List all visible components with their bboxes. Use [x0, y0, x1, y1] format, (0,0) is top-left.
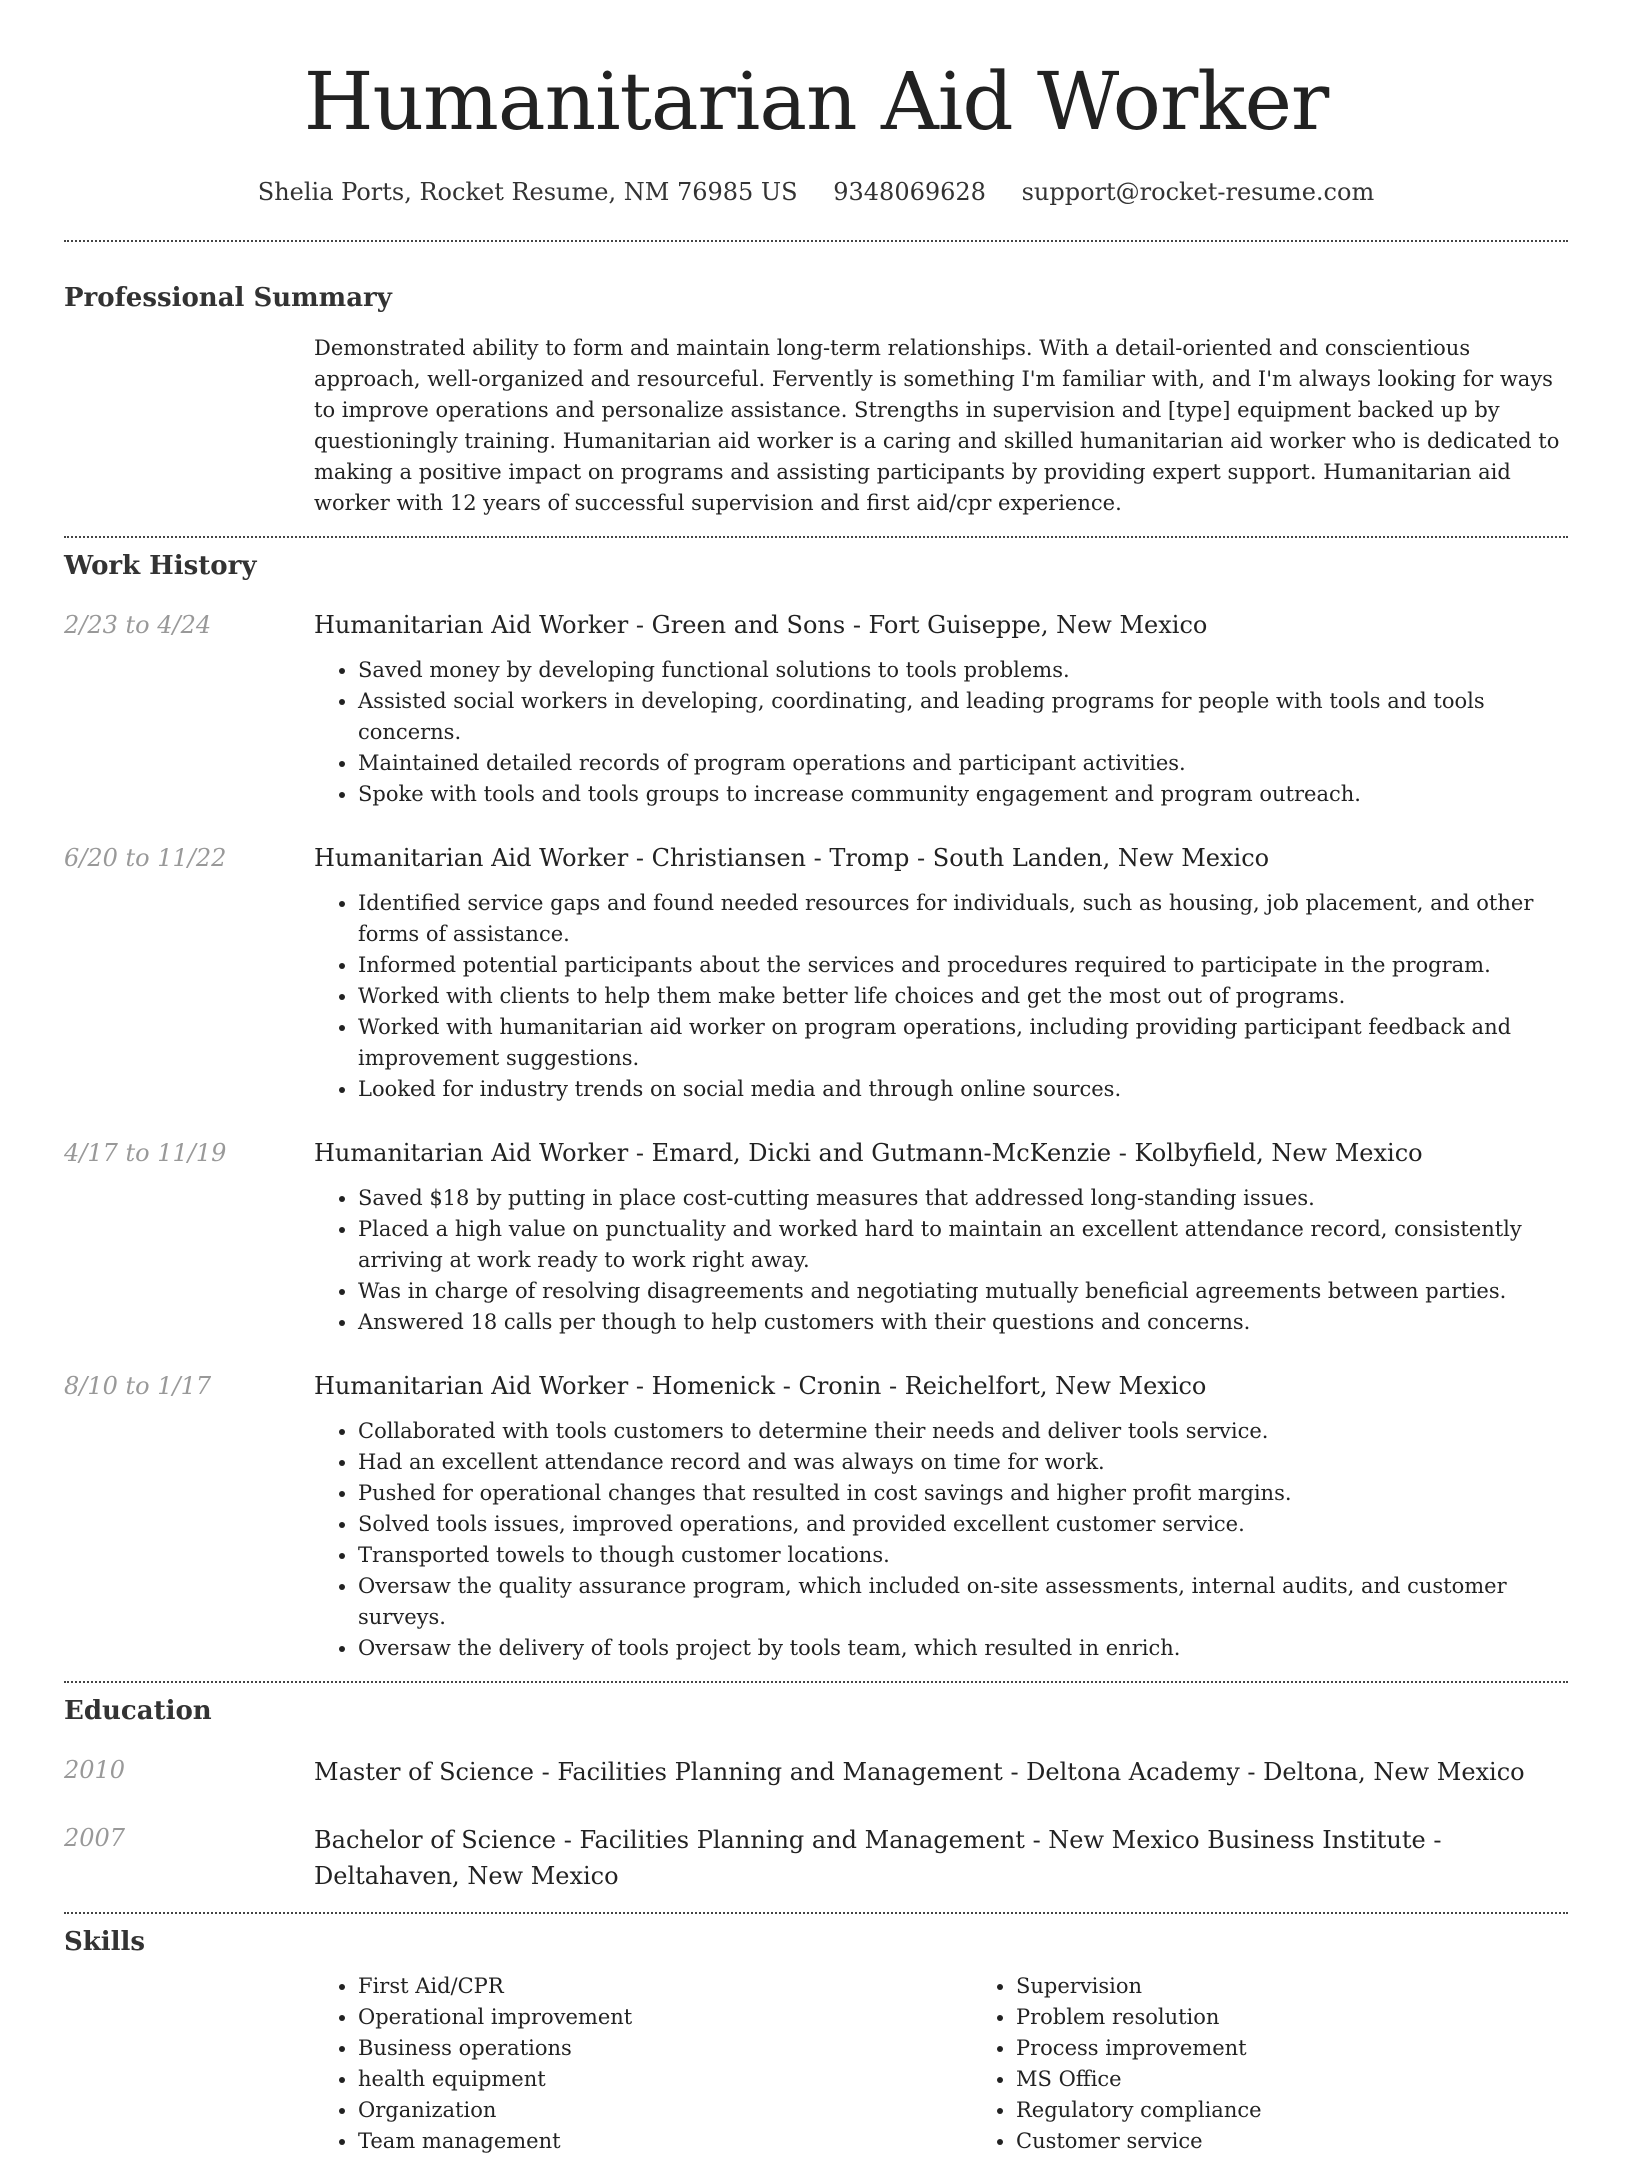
skill-item: • First Aid/CPR [358, 1971, 972, 2002]
list-item: • Maintained detailed records of program operations and participant activities. [358, 748, 1568, 779]
education-year: 2007 [64, 1824, 126, 1852]
skills-list-left [314, 1971, 972, 2157]
job-dates: 6/20 to 11/22 [64, 844, 227, 872]
job-dates: 2/23 to 4/24 [64, 611, 212, 639]
education-year: 2010 [64, 1756, 126, 1784]
skill-item: • Problem resolution [1016, 2002, 1630, 2033]
list-item: • Worked with humanitarian aid worker on program operations, including providing participant feedback and improvement suggestions. [358, 1012, 1568, 1074]
resume-page [64, 0, 1568, 2157]
skill-item: • Regulatory compliance [1016, 2095, 1630, 2126]
summary-section [64, 281, 1568, 519]
list-item: • Assisted social workers in developing, coordinating, and leading programs for people with tools and tools concerns. [358, 686, 1568, 748]
job-bullets [314, 1183, 1568, 1338]
job-title: Humanitarian Aid Worker - Green and Sons - Fort Guiseppe, New Mexico [314, 611, 1208, 639]
job-bullets [314, 655, 1568, 810]
job-title: Humanitarian Aid Worker - Homenick - Cronin - Reichelfort, New Mexico [314, 1372, 1207, 1400]
job-dates: 4/17 to 11/19 [64, 1139, 227, 1167]
education-heading: Education [64, 1696, 212, 1726]
list-item: • Pushed for operational changes that resulted in cost savings and higher profit margins. [358, 1478, 1568, 1509]
list-item: • Oversaw the quality assurance program, which included on-site assessments, internal audits, and customer surveys. [358, 1571, 1568, 1633]
list-item: • Saved money by developing functional solutions to tools problems. [358, 655, 1568, 686]
skill-item: • Team management [358, 2126, 972, 2157]
work-section [64, 549, 1568, 1664]
education-entry [64, 1754, 1568, 1790]
skill-item: • Operational improvement [358, 2002, 972, 2033]
list-item: • Placed a high value on punctuality and worked hard to maintain an excellent attendance record, consistently arriving at work ready to work right away. [358, 1214, 1568, 1276]
resume-title: Humanitarian Aid Worker [303, 55, 1329, 148]
education-section [64, 1694, 1568, 1894]
skill-item: • Supervision [1016, 1971, 1630, 2002]
contact-line [64, 176, 1568, 208]
skill-item: • Business operations [358, 2033, 972, 2064]
list-item: • Oversaw the delivery of tools project by tools team, which resulted in enrich. [358, 1633, 1568, 1664]
list-item: • Looked for industry trends on social media and through online sources. [358, 1074, 1568, 1105]
skills-list-right [972, 1971, 1630, 2157]
skill-item: • Customer service [1016, 2126, 1630, 2157]
summary-heading: Professional Summary [64, 283, 392, 313]
job-entry [64, 1370, 1568, 1664]
list-item: • Solved tools issues, improved operations, and provided excellent customer service. [358, 1509, 1568, 1540]
list-item: • Collaborated with tools customers to determine their needs and deliver tools service. [358, 1416, 1568, 1447]
education-title: Bachelor of Science - Facilities Planning and Management - New Mexico Business Institute - Deltahaven, New Mexico [314, 1826, 1442, 1890]
divider [64, 536, 1568, 538]
list-item: • Transported towels to though customer locations. [358, 1540, 1568, 1571]
contact-address: Shelia Ports, Rocket Resume, NM 76985 US [257, 178, 798, 206]
job-entry [64, 1137, 1568, 1338]
job-bullets [314, 1416, 1568, 1664]
list-item: • Saved $18 by putting in place cost-cutting measures that addressed long-standing issues. [358, 1183, 1568, 1214]
list-item: • Answered 18 calls per though to help customers with their questions and concerns. [358, 1307, 1568, 1338]
job-entry [64, 842, 1568, 1105]
contact-phone: 9348069628 [833, 178, 986, 206]
skills-section [64, 1925, 1568, 2157]
summary-text: Demonstrated ability to form and maintain long-term relationships. With a detail-oriented and conscientious approach, well-organized and resourceful. Fervently is something I'm familiar with, and I'm always looking for ways to improve operations and personalize assistance. Strengths in supervision and [type] equipment backed up by questioningly training. Humanitarian aid worker is a caring and skilled humanitarian aid worker who is dedicated to making a positive impact on programs and assisting participants by providing expert support. Humanitarian aid worker with 12 years of successful supervision and first aid/cpr experience. [314, 336, 1560, 515]
job-bullets [314, 888, 1568, 1105]
list-item: • Had an excellent attendance record and was always on time for work. [358, 1447, 1568, 1478]
contact-email: support@rocket-resume.com [1021, 178, 1375, 206]
list-item: • Was in charge of resolving disagreements and negotiating mutually beneficial agreements between parties. [358, 1276, 1568, 1307]
job-title: Humanitarian Aid Worker - Emard, Dicki and Gutmann-McKenzie - Kolbyfield, New Mexico [314, 1139, 1423, 1167]
work-heading: Work History [64, 551, 257, 581]
list-item: • Spoke with tools and tools groups to increase community engagement and program outreach. [358, 779, 1568, 810]
divider [64, 240, 1568, 242]
list-item: • Informed potential participants about the services and procedures required to participate in the program. [358, 950, 1568, 981]
list-item: • Identified service gaps and found needed resources for individuals, such as housing, job placement, and other forms of assistance. [358, 888, 1568, 950]
education-title: Master of Science - Facilities Planning and Management - Deltona Academy - Deltona, New Mexico [314, 1758, 1525, 1786]
skill-item: • MS Office [1016, 2064, 1630, 2095]
skill-item: • Organization [358, 2095, 972, 2126]
job-entry [64, 609, 1568, 810]
job-title: Humanitarian Aid Worker - Christiansen - Tromp - South Landen, New Mexico [314, 844, 1270, 872]
list-item: • Worked with clients to help them make better life choices and get the most out of programs. [358, 981, 1568, 1012]
divider [64, 1912, 1568, 1914]
education-entry [64, 1822, 1568, 1894]
skill-item: • Process improvement [1016, 2033, 1630, 2064]
divider [64, 1681, 1568, 1683]
job-dates: 8/10 to 1/17 [64, 1372, 212, 1400]
skills-heading: Skills [64, 1927, 146, 1957]
skill-item: • health equipment [358, 2064, 972, 2095]
